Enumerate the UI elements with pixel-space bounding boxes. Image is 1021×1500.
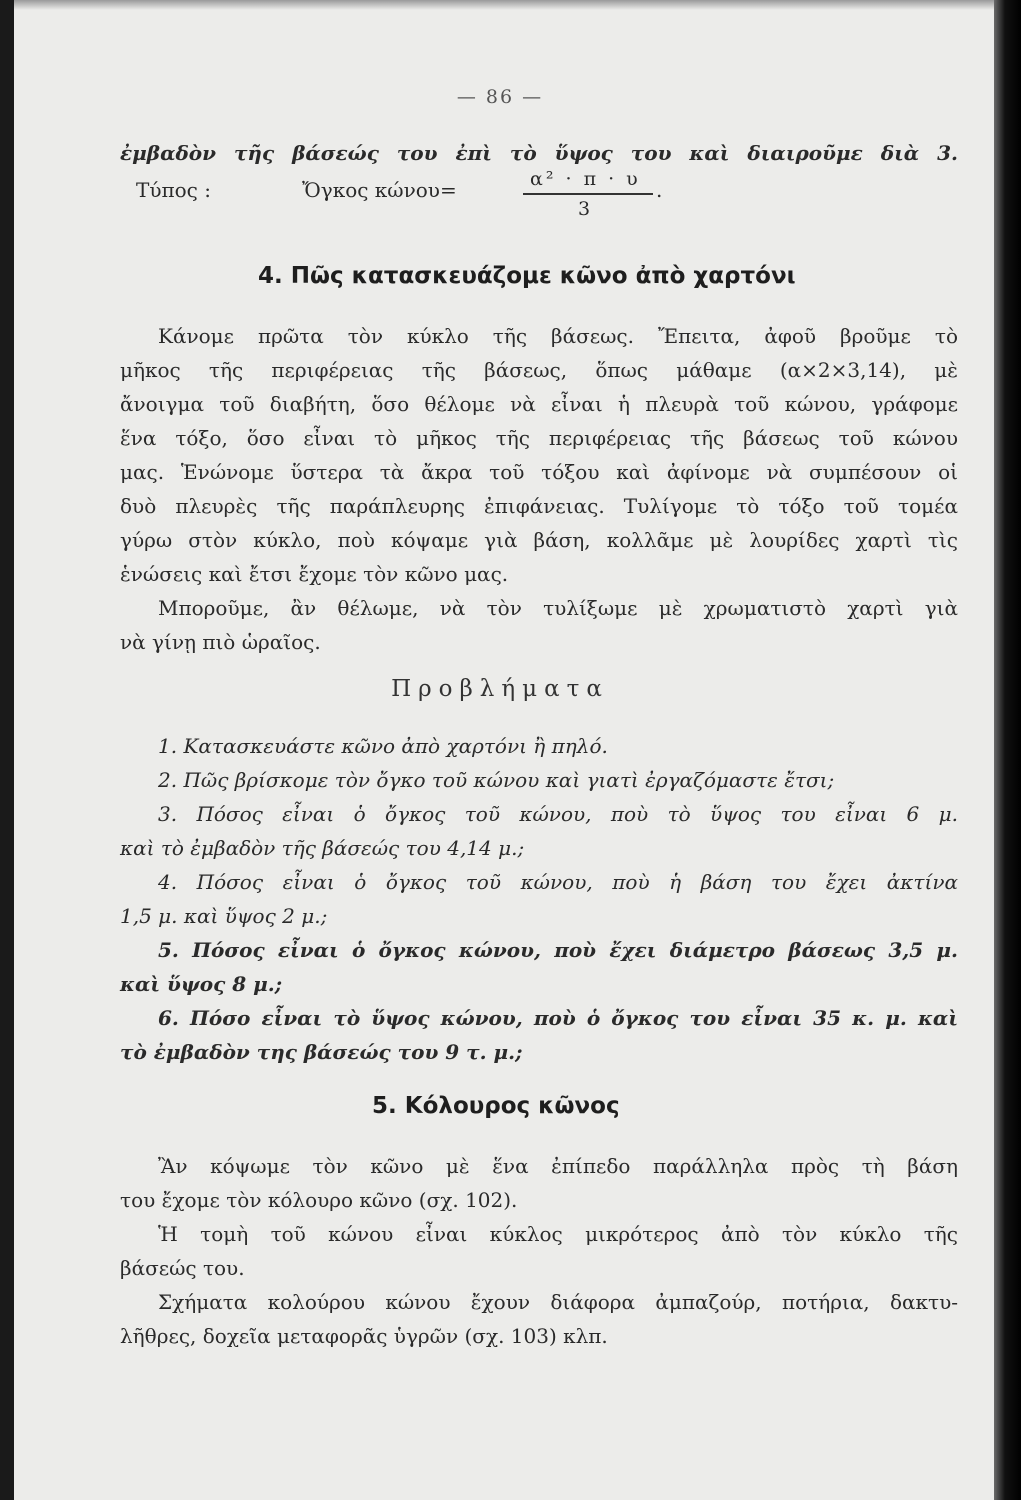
s4-line: μῆκος τῆς περιφέρειας τῆς βάσεως, ὅπως μάθαμε (α×2×3,14), μὲ bbox=[120, 358, 958, 382]
problem-item-cont: καὶ τὸ ἐμβαδὸν τῆς βάσεώς του 4,14 μ.; bbox=[120, 836, 525, 860]
s5-line: βάσεώς του. bbox=[120, 1256, 245, 1280]
s4-line: ἄνοιγμα τοῦ διαβήτη, ὅσο θέλομε νὰ εἶναι ἡ πλευρὰ τοῦ κώνου, γράφομε bbox=[120, 392, 958, 416]
formula-label: Τύπος : bbox=[136, 178, 211, 202]
problem-item: 5. Πόσος εἶναι ὁ ὄγκος κώνου, ποὺ ἔχει διάμετρο βάσεως 3,5 μ. bbox=[158, 938, 958, 962]
s4-line: γύρω στὸν κύκλο, ποὺ κόψαμε γιὰ βάση, κολλᾶμε μὲ λουρίδες χαρτὶ τὶς bbox=[120, 528, 958, 552]
section-5-heading bbox=[372, 1093, 620, 1119]
s5-line: Ἡ τομὴ τοῦ κώνου εἶναι κύκλος μικρότερος ἀπὸ τὸν κύκλο τῆς bbox=[158, 1222, 958, 1246]
section-4-heading bbox=[258, 263, 796, 289]
s5-line: Σχήματα κολούρου κώνου ἔχουν διάφορα ἀμπαζούρ, ποτήρια, δακτυ- bbox=[158, 1290, 958, 1314]
s4-line: ἑνώσεις καὶ ἔτσι ἔχομε τὸν κῶνο μας. bbox=[120, 562, 509, 586]
intro-line: ἐμβαδὸν τῆς βάσεώς του ἐπὶ τὸ ὕψος του καὶ διαιροῦμε διὰ 3. bbox=[120, 141, 958, 165]
problem-item: 2. Πῶς βρίσκομε τὸν ὄγκο τοῦ κώνου καὶ γιατὶ ἐργαζόμαστε ἔτσι; bbox=[158, 768, 835, 792]
s4-line: Κάνομε πρῶτα τὸν κύκλο τῆς βάσεως. Ἔπειτα, ἀφοῦ βροῦμε τὸ bbox=[158, 324, 958, 348]
section-5-number: 5. bbox=[372, 1093, 397, 1119]
formula-fraction-bar bbox=[523, 193, 653, 195]
page-binding-edge bbox=[994, 0, 1021, 1500]
section-4-title: Πῶς κατασκευάζομε κῶνο ἀπὸ χαρτόνι bbox=[290, 263, 796, 289]
s5-line: του ἔχομε τὸν κόλουρο κῶνο (σχ. 102). bbox=[120, 1188, 518, 1212]
problem-item-cont: καὶ ὕψος 8 μ.; bbox=[120, 972, 283, 996]
page-number: — 86 — bbox=[456, 86, 544, 108]
problem-item: 4. Πόσος εἶναι ὁ ὄγκος τοῦ κώνου, ποὺ ἡ βάση του ἔχει ἀκτίνα bbox=[158, 870, 958, 894]
formula-numerator: α² · π · υ bbox=[530, 168, 641, 190]
problem-item: 6. Πόσο εἶναι τὸ ὕψος κώνου, ποὺ ὁ ὄγκος του εἶναι 35 κ. μ. καὶ bbox=[158, 1006, 958, 1030]
problem-item: 1. Κατασκευάστε κῶνο ἀπὸ χαρτόνι ἢ πηλό. bbox=[158, 734, 608, 758]
problem-item-cont: τὸ ἐμβαδὸν της βάσεώς του 9 τ. μ.; bbox=[120, 1040, 523, 1064]
s4-line: ἕνα τόξο, ὅσο εἶναι τὸ μῆκος τῆς περιφέρειας τῆς βάσεως τοῦ κώνου bbox=[120, 426, 958, 450]
s4-p2-line: νὰ γίνῃ πιὸ ὡραῖος. bbox=[120, 630, 321, 654]
formula-lhs: Ὄγκος κώνου= bbox=[302, 178, 457, 202]
s4-line: δυὸ πλευρὲς τῆς παράπλευρης ἐπιφάνειας. Τυλίγομε τὸ τόξο τοῦ τομέα bbox=[120, 494, 958, 518]
section-5-title: Κόλουρος κῶνος bbox=[404, 1093, 620, 1119]
formula-denominator: 3 bbox=[578, 198, 591, 220]
problem-item: 3. Πόσος εἶναι ὁ ὄγκος τοῦ κώνου, ποὺ τὸ ὕψος του εἶναι 6 μ. bbox=[158, 802, 958, 826]
formula-trail: . bbox=[656, 178, 663, 202]
s4-p2-line: Μποροῦμε, ἂν θέλωμε, νὰ τὸν τυλίξωμε μὲ χρωματιστὸ χαρτὶ γιὰ bbox=[158, 596, 958, 620]
section-4-number: 4. bbox=[258, 263, 283, 289]
problems-title: Προβλήματα bbox=[391, 676, 609, 702]
s5-line: Ἂν κόψωμε τὸν κῶνο μὲ ἕνα ἐπίπεδο παράλληλα πρὸς τὴ βάση bbox=[158, 1154, 958, 1178]
s5-line: λῆθρες, δοχεῖα μεταφορᾶς ὑγρῶν (σχ. 103) κλπ. bbox=[120, 1324, 608, 1348]
s4-line: μας. Ἑνώνομε ὕστερα τὰ ἄκρα τοῦ τόξου καὶ ἀφίνομε νὰ συμπέσουν οἱ bbox=[120, 460, 958, 484]
problem-item-cont: 1,5 μ. καὶ ὕψος 2 μ.; bbox=[120, 904, 328, 928]
